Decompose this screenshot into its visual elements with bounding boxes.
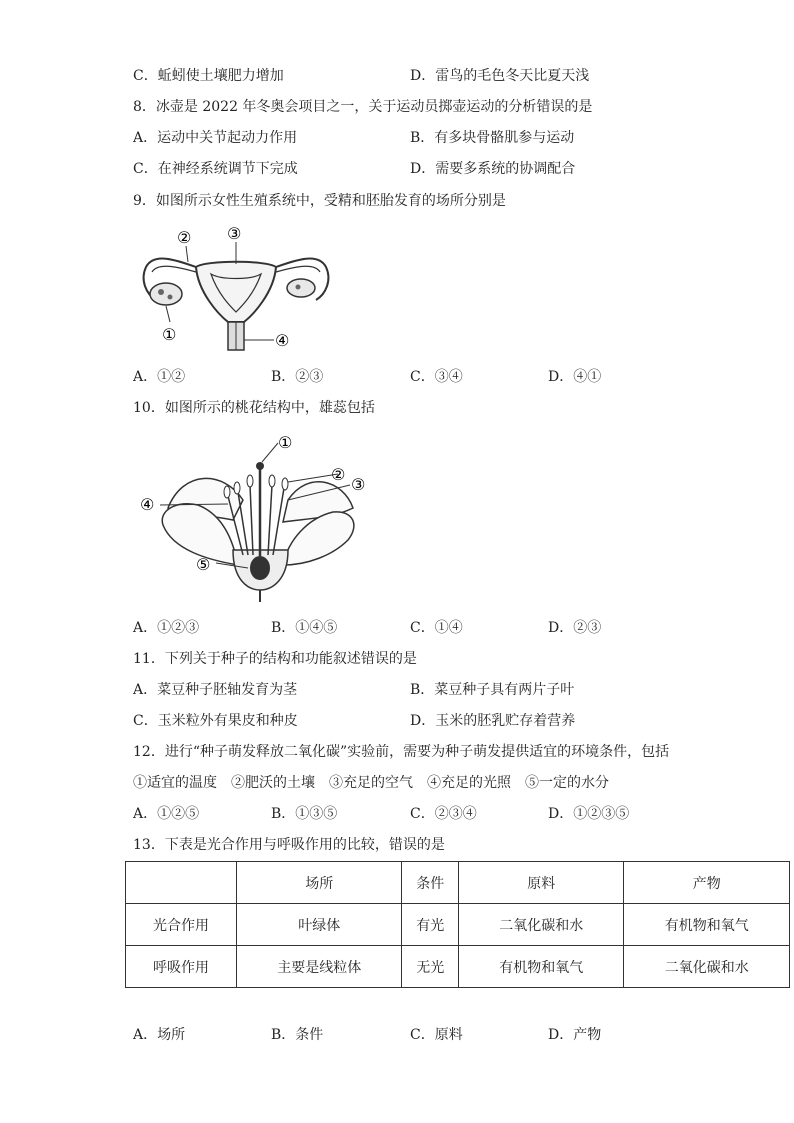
table-cell: 有光	[402, 904, 458, 946]
q9-option-a: A．①②	[133, 369, 186, 385]
fig10-label-1: ①	[278, 433, 293, 452]
q12-option-a: A．①②⑤	[133, 806, 200, 822]
table-header-cell: 条件	[402, 862, 458, 904]
q10-option-d: D．②③	[548, 620, 602, 636]
fig9-label-3: ③	[227, 224, 242, 243]
table-row	[126, 904, 790, 946]
table-header-cell	[126, 862, 237, 904]
q8-option-a: A．运动中关节起动力作用	[133, 130, 298, 146]
table-row	[126, 946, 790, 988]
comparison-table	[125, 861, 790, 988]
q8-option-c: C．在神经系统调节下完成	[133, 161, 298, 177]
table-cell: 光合作用	[126, 904, 237, 946]
q8-option-b: B．有多块骨骼肌参与运动	[410, 130, 575, 146]
q12-conditions: ①适宜的温度 ②肥沃的土壤 ③充足的空气 ④充足的光照 ⑤一定的水分	[133, 775, 609, 791]
fig9-label-1: ①	[162, 325, 177, 344]
table-header-cell: 原料	[458, 862, 624, 904]
table-cell: 无光	[402, 946, 458, 988]
fig9-label-2: ②	[177, 228, 192, 247]
female-reproductive-system-figure	[136, 222, 336, 357]
q10-stem: 10．如图所示的桃花结构中，雄蕊包括	[133, 400, 375, 416]
q10-option-a: A．①②③	[133, 620, 200, 636]
peach-flower-figure	[138, 430, 373, 605]
fig9-label-4: ④	[275, 331, 290, 350]
q7-option-d: D．雷鸟的毛色冬天比夏天浅	[410, 68, 590, 84]
q13-stem: 13．下表是光合作用与呼吸作用的比较，错误的是	[133, 837, 445, 853]
table-cell: 主要是线粒体	[236, 946, 402, 988]
q11-option-a: A．菜豆种子胚轴发育为茎	[133, 682, 298, 698]
q12-option-b: B．①③⑤	[271, 806, 338, 822]
q11-option-c: C．玉米粒外有果皮和种皮	[133, 713, 298, 729]
q12-stem: 12．进行“种子萌发释放二氧化碳”实验前，需要为种子萌发提供适宜的环境条件，包括	[133, 744, 670, 760]
q13-option-a: A．场所	[133, 1027, 186, 1043]
q10-option-c: C．①④	[410, 620, 463, 636]
q8-stem: 8．冰壶是 2022 年冬奥会项目之一，关于运动员掷壶运动的分析错误的是	[133, 99, 593, 115]
table-cell: 二氧化碳和水	[624, 946, 790, 988]
q7-option-c: C．蚯蚓使土壤肥力增加	[133, 68, 284, 84]
q13-option-c: C．原料	[410, 1027, 463, 1043]
table-header-cell: 产物	[624, 862, 790, 904]
table-cell: 呼吸作用	[126, 946, 237, 988]
fig10-label-3: ③	[351, 475, 366, 494]
q11-option-d: D．玉米的胚乳贮存着营养	[410, 713, 576, 729]
fig10-label-5: ⑤	[196, 555, 211, 574]
table-cell: 叶绿体	[236, 904, 402, 946]
table-cell: 二氧化碳和水	[458, 904, 624, 946]
table-header-cell: 场所	[236, 862, 402, 904]
q8-option-d: D．需要多系统的协调配合	[410, 161, 576, 177]
q10-option-b: B．①④⑤	[271, 620, 338, 636]
q9-option-d: D．④①	[548, 369, 602, 385]
fig10-label-2: ②	[331, 465, 346, 484]
q12-option-d: D．①②③⑤	[548, 806, 630, 822]
q13-option-d: D．产物	[548, 1027, 602, 1043]
table-cell: 有机物和氧气	[458, 946, 624, 988]
q9-option-b: B．②③	[271, 369, 324, 385]
q13-option-b: B．条件	[271, 1027, 324, 1043]
q9-option-c: C．③④	[410, 369, 463, 385]
fig10-label-4: ④	[140, 495, 155, 514]
q9-stem: 9．如图所示女性生殖系统中，受精和胚胎发育的场所分别是	[133, 193, 506, 209]
table-header-row	[126, 862, 790, 904]
q12-option-c: C．②③④	[410, 806, 477, 822]
q11-stem: 11．下列关于种子的结构和功能叙述错误的是	[133, 651, 417, 667]
table-cell: 有机物和氧气	[624, 904, 790, 946]
q11-option-b: B．菜豆种子具有两片子叶	[410, 682, 575, 698]
